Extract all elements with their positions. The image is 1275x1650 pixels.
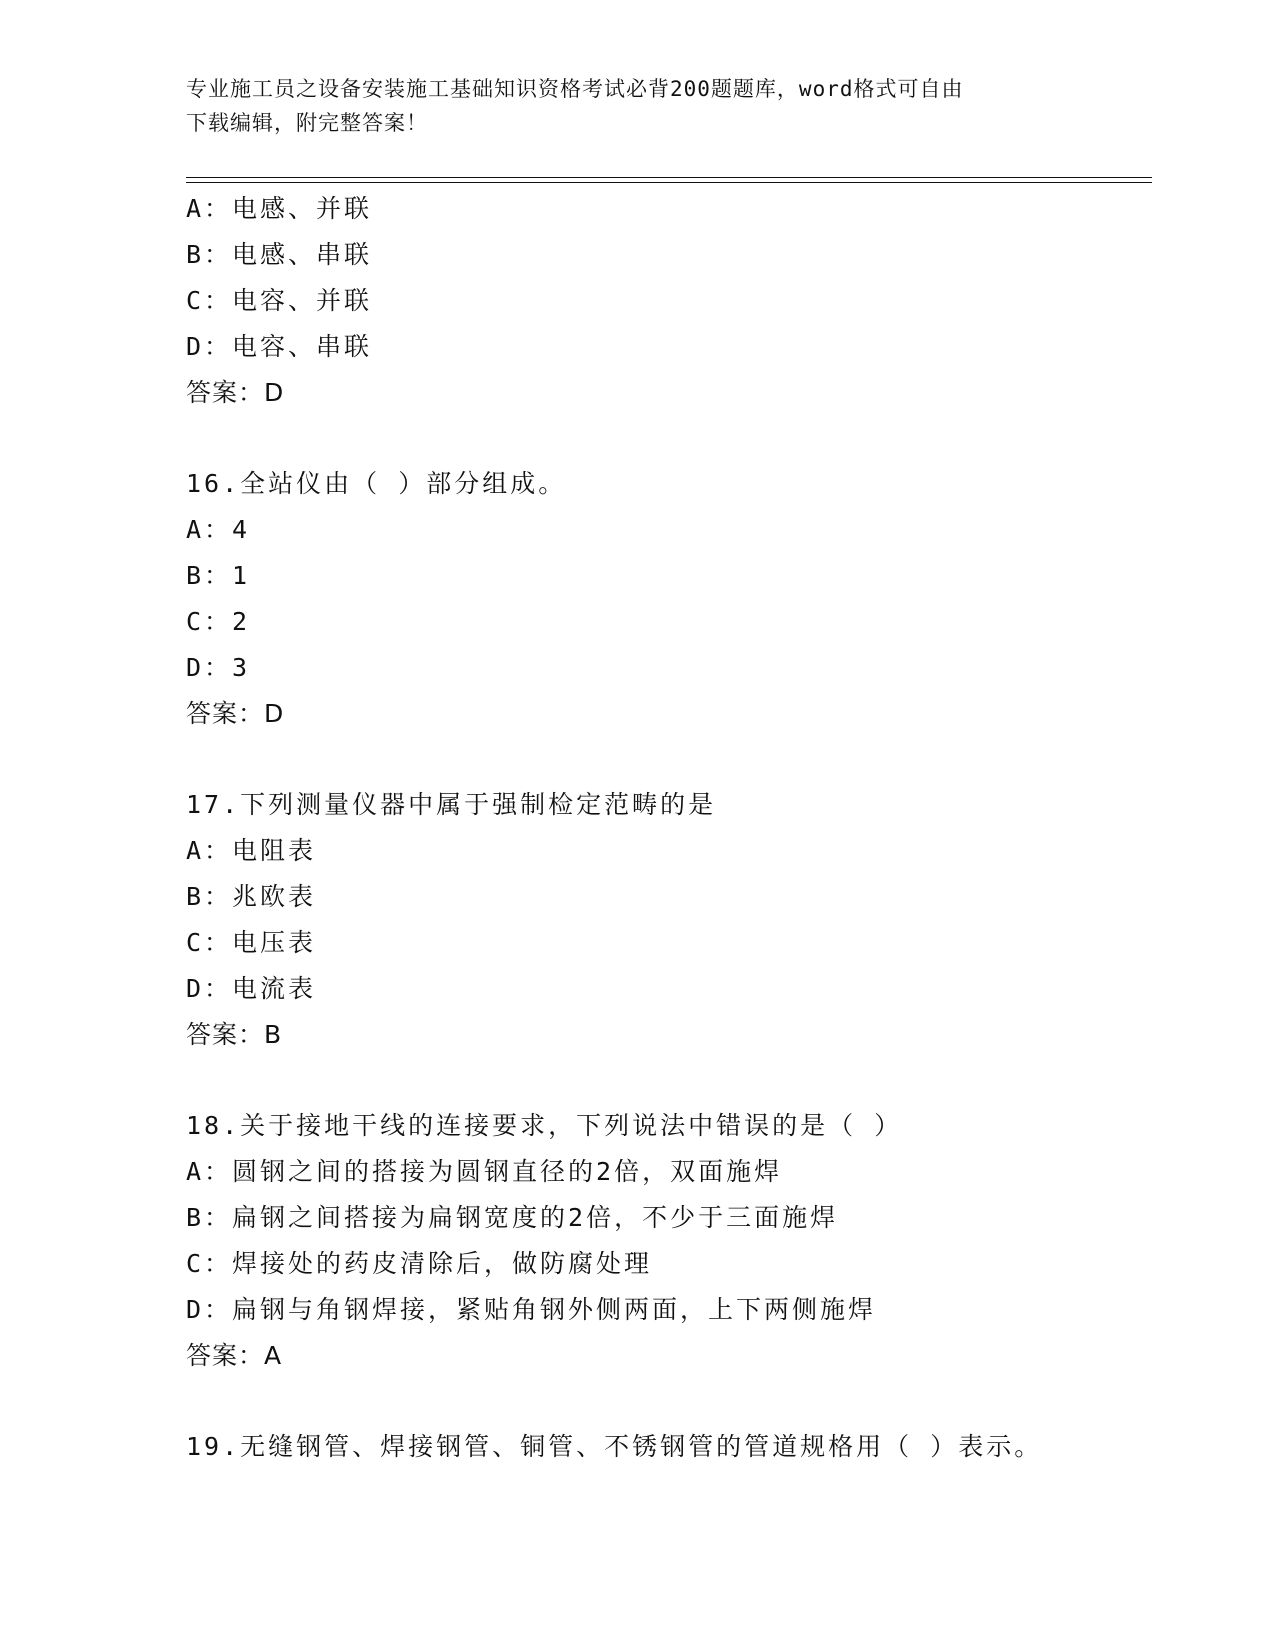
question-list	[186, 186, 1166, 1470]
question-stem: 17.下列测量仪器中属于强制检定范畴的是	[186, 790, 717, 819]
question-block-18	[186, 1103, 1166, 1379]
option-c: C：焊接处的药皮清除后，做防腐处理	[186, 1249, 653, 1278]
option-a: A：电阻表	[186, 836, 317, 865]
option-a: A：电感、并联	[186, 194, 373, 223]
option-c: C：2	[186, 607, 251, 636]
option-b: B：电感、串联	[186, 240, 373, 269]
header-line-2: 下载编辑，附完整答案！	[186, 111, 428, 135]
option-c: C：电压表	[186, 928, 317, 957]
option-c: C：电容、并联	[186, 286, 373, 315]
question-stem: 16.全站仪由（ ）部分组成。	[186, 469, 567, 498]
answer-line: 答案：B	[186, 1020, 283, 1049]
option-d: D：电流表	[186, 974, 317, 1003]
answer-line: 答案：D	[186, 699, 285, 728]
option-a: A：4	[186, 515, 251, 544]
spacer	[186, 1058, 1166, 1103]
answer-line: 答案：D	[186, 378, 285, 407]
question-block-16	[186, 461, 1166, 737]
header-rule-bottom	[186, 182, 1152, 183]
document-header	[186, 72, 1066, 140]
option-d: D：扁钢与角钢焊接，紧贴角钢外侧两面，上下两侧施焊	[186, 1295, 877, 1324]
answer-line: 答案：A	[186, 1341, 283, 1370]
option-b: B：兆欧表	[186, 882, 317, 911]
question-block-17	[186, 782, 1166, 1058]
option-b: B：1	[186, 561, 251, 590]
header-line-1: 专业施工员之设备安装施工基础知识资格考试必背200题题库，word格式可自由	[186, 77, 964, 101]
option-d: D：3	[186, 653, 251, 682]
question-stem: 18.关于接地干线的连接要求，下列说法中错误的是（ ）	[186, 1111, 903, 1140]
option-a: A：圆钢之间的搭接为圆钢直径的2倍，双面施焊	[186, 1157, 783, 1186]
option-b: B：扁钢之间搭接为扁钢宽度的2倍，不少于三面施焊	[186, 1203, 839, 1232]
option-d: D：电容、串联	[186, 332, 373, 361]
spacer	[186, 1379, 1166, 1424]
spacer	[186, 737, 1166, 782]
spacer	[186, 416, 1166, 461]
header-rule-top	[186, 177, 1152, 178]
question-stem: 19.无缝钢管、焊接钢管、铜管、不锈钢管的管道规格用（ ）表示。	[186, 1432, 1043, 1461]
question-block-prev	[186, 186, 1166, 416]
question-block-19	[186, 1424, 1166, 1470]
